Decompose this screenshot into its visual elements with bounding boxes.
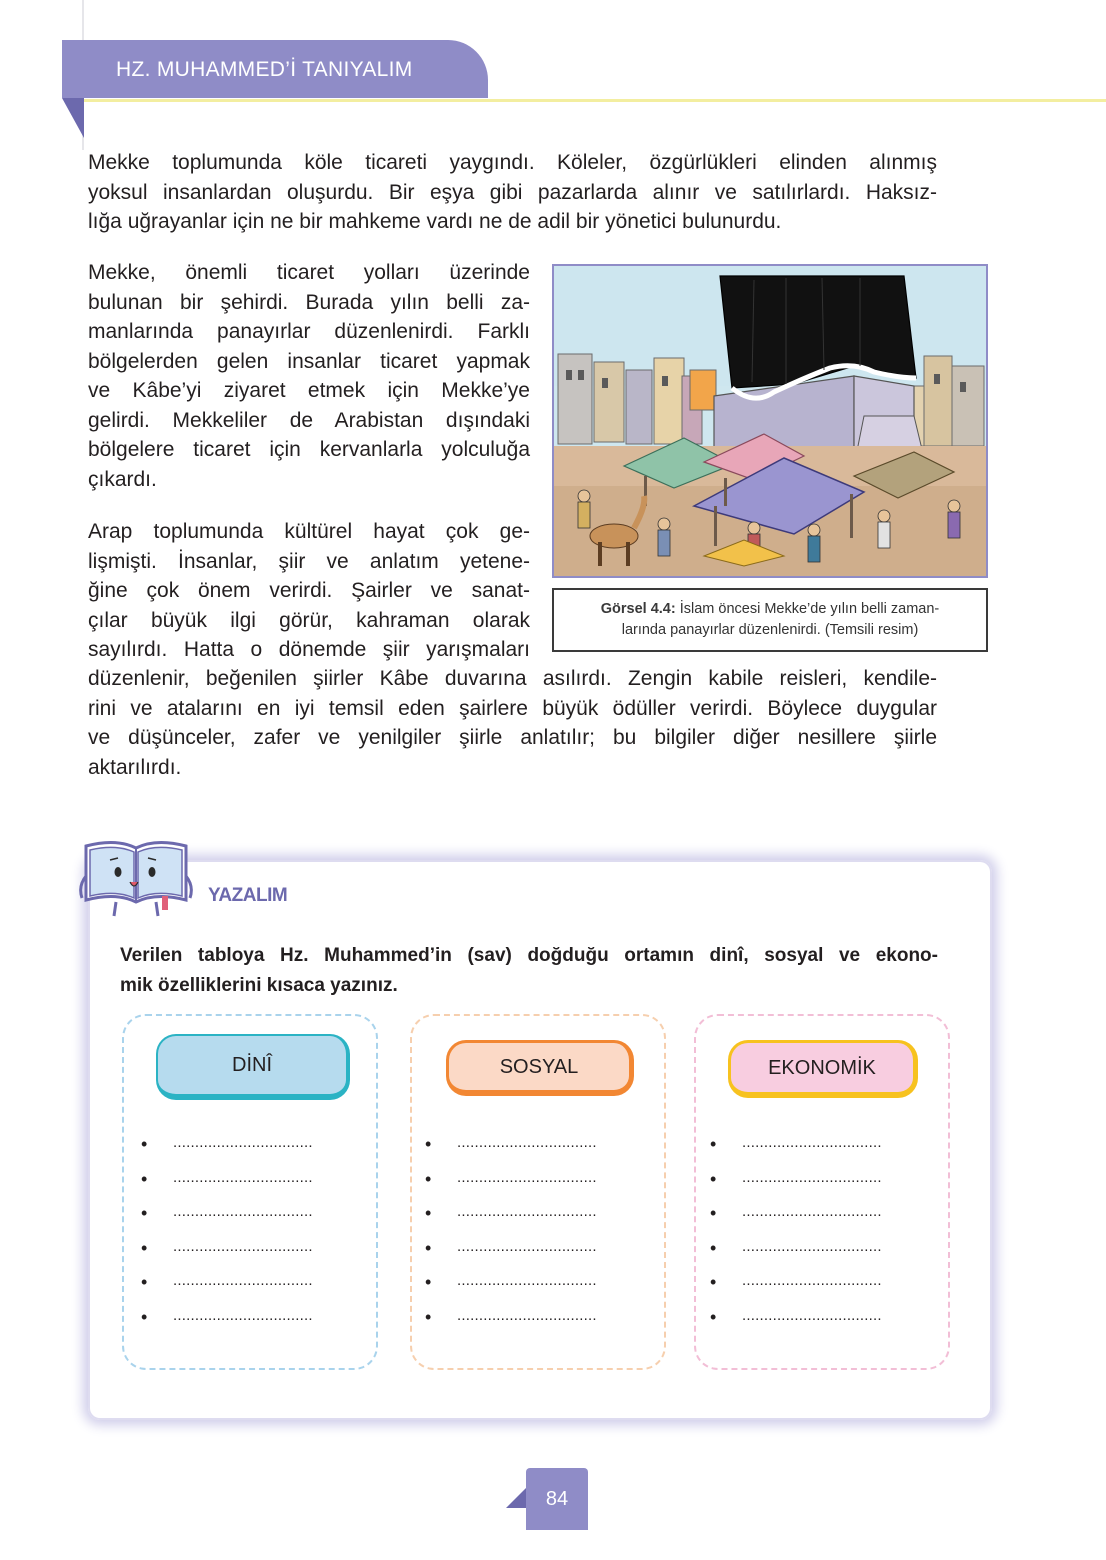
bullet: •	[141, 1168, 148, 1189]
blank-line: ................................	[173, 1168, 313, 1186]
answer-line[interactable]	[425, 1272, 597, 1307]
text-line: Mekke toplumunda köle ticareti yaygındı. Köleler, özgürlükleri elinden alınmış	[88, 151, 937, 174]
bullet: •	[710, 1134, 717, 1154]
text-line: ve düşünceler, zafer ve yenilgiler şiirle anlatılır; bu bilgiler diğer nesillere şiirle	[88, 726, 937, 749]
text-line: ve Kâbe’yi ziyaret etmek için Mekke’ye	[88, 379, 530, 402]
bullet: •	[425, 1237, 432, 1258]
blank-line: ................................	[742, 1306, 882, 1324]
text-line: manlarında panayırlar düzenlenirdi. Farklı	[88, 320, 530, 343]
ekonomik-heading: EKONOMİK	[728, 1040, 918, 1098]
text-line: bulunan bir şehirdi. Burada yılın belli za-	[88, 290, 530, 314]
text-line: ğine çok önem verirdi. Şairler ve sanat-	[88, 579, 530, 602]
answer-line[interactable]	[710, 1169, 882, 1204]
blank-line: ................................	[457, 1306, 597, 1324]
blank-line: ................................	[742, 1168, 882, 1186]
text-line: bölgelerden gelen insanlar ticaret yapmak	[88, 349, 530, 373]
mecca-fair-drawing	[554, 266, 986, 576]
text-line: rini ve atalarını en iyi temsil eden şairlere büyük ödüller verirdi. Böylece duygular	[88, 696, 937, 720]
text-line: sayılırdı. Hatta o dönemde şiir yarışmaları	[88, 638, 530, 661]
answer-line[interactable]	[710, 1272, 882, 1307]
caption-line-2: larında panayırlar düzenlenirdi. (Temsili resim)	[621, 622, 919, 638]
blank-line: ................................	[173, 1237, 313, 1255]
paragraph-culture	[88, 517, 530, 665]
bullet: •	[710, 1237, 717, 1258]
answer-line[interactable]	[710, 1134, 882, 1169]
bullet: •	[141, 1306, 148, 1327]
blank-line: ................................	[173, 1203, 313, 1221]
answer-line[interactable]	[141, 1238, 313, 1273]
chapter-tab-fold	[62, 98, 84, 138]
mecca-fair-illustration	[552, 264, 988, 578]
bullet: •	[710, 1306, 717, 1327]
blank-line: ................................	[742, 1134, 882, 1151]
figure-label: Görsel 4.4:	[600, 601, 676, 617]
answer-line[interactable]	[141, 1169, 313, 1204]
text-line: gelirdi. Mekkeliler de Arabistan dışındaki	[88, 408, 530, 432]
blank-line: ................................	[173, 1306, 313, 1324]
bullet: •	[710, 1272, 717, 1293]
answer-line[interactable]	[141, 1203, 313, 1238]
blank-line: ................................	[457, 1203, 597, 1221]
text-line: düzenlenir, beğenilen şiirler Kâbe duvarına asılırdı. Zengin kabile reisleri, kendile-	[88, 667, 937, 690]
blank-line: ................................	[457, 1237, 597, 1255]
bullet: •	[425, 1203, 432, 1224]
answer-line[interactable]	[141, 1307, 313, 1342]
activity-instruction	[120, 941, 938, 1001]
ekonomik-answer-list	[710, 1134, 882, 1342]
bullet: •	[425, 1272, 432, 1293]
blank-line: ................................	[742, 1203, 882, 1221]
blank-line: ................................	[173, 1272, 313, 1290]
paragraph-poetry	[88, 664, 937, 782]
answer-line[interactable]	[141, 1134, 313, 1169]
bullet: •	[710, 1203, 717, 1224]
answer-line[interactable]	[425, 1134, 597, 1169]
bullet: •	[425, 1168, 432, 1189]
text-line: Mekke, önemli ticaret yolları üzerinde	[88, 261, 530, 284]
bullet: •	[425, 1306, 432, 1327]
answer-line[interactable]	[425, 1238, 597, 1273]
figure-caption	[552, 588, 988, 652]
caption-line-1: İslam öncesi Mekke’de yılın belli zaman-	[675, 601, 940, 617]
activity-label: YAZALIM	[208, 885, 288, 906]
paragraph-trade-routes	[88, 258, 530, 494]
book-mascot-icon	[76, 836, 196, 925]
sosyal-answer-list	[425, 1134, 597, 1342]
bullet: •	[141, 1272, 148, 1293]
blank-line: ................................	[457, 1272, 597, 1290]
bullet: •	[141, 1237, 148, 1258]
text-line: çılar büyük ilgi görür, kahraman olarak	[88, 608, 530, 632]
answer-line[interactable]	[425, 1169, 597, 1204]
text-line: Arap toplumunda kültürel hayat çok ge-	[88, 520, 530, 543]
answer-line[interactable]	[710, 1307, 882, 1342]
text-line: lişmişti. İnsanlar, şiir ve anlatım yetene-	[88, 549, 530, 573]
instruction-line: Verilen tabloya Hz. Muhammed’in (sav) doğduğu ortamın dinî, sosyal ve ekono-	[120, 945, 938, 966]
blank-line: ................................	[457, 1134, 597, 1151]
chapter-title: HZ. MUHAMMED’İ TANIYALIM	[116, 58, 413, 81]
bullet: •	[710, 1168, 717, 1189]
dini-heading: DİNÎ	[156, 1034, 350, 1100]
instruction-line: mik özelliklerini kısaca yazınız.	[120, 975, 398, 996]
page-number: 84	[545, 1488, 569, 1510]
bullet: •	[141, 1134, 148, 1154]
bullet: •	[425, 1134, 432, 1154]
answer-line[interactable]	[425, 1203, 597, 1238]
text-line: lığa uğrayanlar için ne bir mahkeme vardı ne de adil bir yönetici bulunurdu.	[88, 210, 782, 233]
text-line: aktarılırdı.	[88, 755, 182, 779]
answer-line[interactable]	[425, 1307, 597, 1342]
text-line: yoksul insanlardan oluşurdu. Bir eşya gibi pazarlarda alınır ve satılırlardı. Haksız-	[88, 180, 937, 204]
blank-line: ................................	[173, 1134, 313, 1151]
page-tab-fold	[506, 1488, 526, 1508]
answer-line[interactable]	[141, 1272, 313, 1307]
blank-line: ................................	[457, 1168, 597, 1186]
sosyal-heading: SOSYAL	[446, 1040, 634, 1096]
answer-line[interactable]	[710, 1203, 882, 1238]
text-line: çıkardı.	[88, 467, 157, 491]
header-rule	[84, 99, 1106, 102]
bullet: •	[141, 1203, 148, 1224]
blank-line: ................................	[742, 1237, 882, 1255]
paragraph-slave-trade	[88, 148, 937, 237]
text-line: bölgelere ticaret için kervanlarla yolculuğa	[88, 438, 530, 461]
dini-answer-list	[141, 1134, 313, 1342]
answer-line[interactable]	[710, 1238, 882, 1273]
blank-line: ................................	[742, 1272, 882, 1290]
